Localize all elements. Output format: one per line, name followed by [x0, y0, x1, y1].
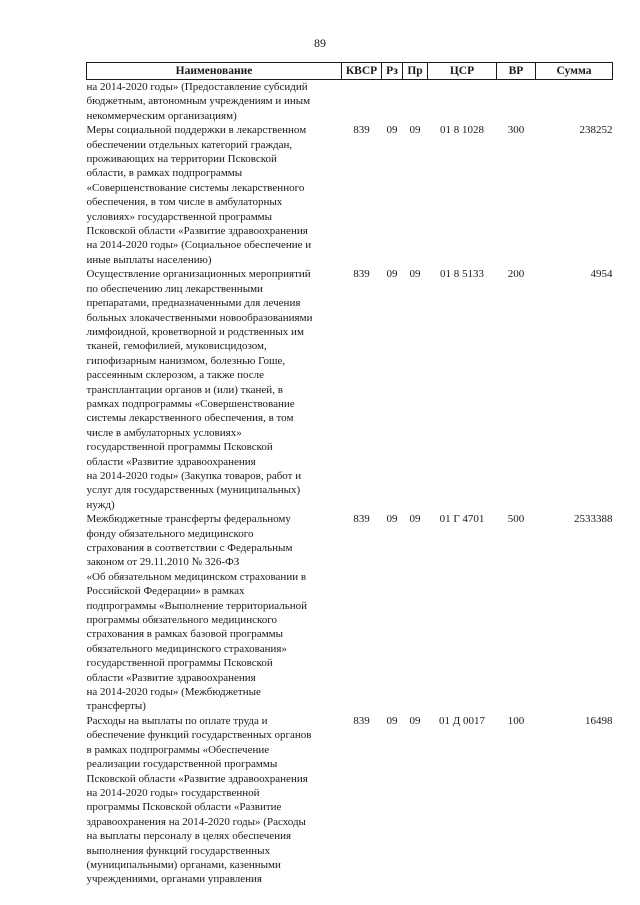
row-name: Расходы на выплаты по оплате труда и обеспечение функций государственных органов в рамках подпрограммы «Обеспечение реализации государственной программы Псковской области «Развитие здравоохранения на 2014-2020 годы» государственной программы Псковской области «Развитие здравоохранения на 2014-2020 годы» (Расходы на выплаты персоналу в целях обеспечения выполнения функций государственных (муниципальными) органами, казенными учреждениями, органами управления [86, 714, 312, 886]
row-csr: 01 8 1028 [440, 124, 484, 137]
row-csr: 01 8 5133 [440, 268, 484, 281]
row-csr [428, 80, 497, 124]
header-name: Наименование [87, 63, 342, 80]
row-rz: 09 [386, 513, 398, 526]
row-kvsr: 839 [353, 124, 370, 137]
row-vr [497, 80, 536, 124]
row-name: Осуществление организационных мероприятий по обеспечению лиц лекарственными препаратами, предназначенными для лечения больных злокачественными новообразованиями лимфоидной, кроветворной и родственных им тканей, гемофилией, муковисцидозом, гипофизарным нанизмом, болезнью Гоше, рассеянным склерозом, а также после трансплантации органов и (или) тканей, в рамках подпрограммы «Совершенствование системы лекарственного обеспечения, в том числе в амбулаторных условиях» государственной программы Псковской области «Развитие здравоохранения на 2014-2020 годы» (Закупка товаров, работ и услуг для государственных (муниципальных) нужд) [86, 268, 313, 511]
table-row [87, 714, 613, 887]
row-kvsr: 839 [353, 714, 370, 727]
header-sum: Сумма [536, 63, 613, 80]
row-vr: 200 [507, 268, 525, 281]
row-pr: 09 [409, 714, 421, 727]
row-sum: 2533388 [574, 513, 613, 526]
row-name: Межбюджетные трансферты федеральному фонду обязательного медицинского страхования в соответствии с Федеральным законом от 29.11.2010 № 326-ФЗ «Об обязательном медицинском страховании в Российской Федерации» в рамках подпрограммы «Выполнение территориальной программы обязательного медицинского страхования в рамках базовой программы обязательного медицинского страхования» государственной программы Псковской области «Развитие здравоохранения на 2014-2020 годы» (Межбюджетные трансферты) [86, 513, 308, 713]
row-rz: 09 [386, 714, 398, 727]
header-pr: Пр [403, 63, 428, 80]
row-pr [403, 80, 428, 124]
table-row [87, 80, 613, 124]
table-header-row [87, 63, 613, 80]
row-pr: 09 [409, 513, 421, 526]
row-name: на 2014-2020 годы» (Предоставление субсидий бюджетным, автономным учреждениям и иным некоммерческим организациям) [86, 81, 311, 122]
page-number: 89 [314, 36, 326, 50]
row-rz: 09 [386, 124, 398, 137]
budget-table [86, 62, 613, 887]
header-kvsr: КВСР [342, 63, 382, 80]
row-kvsr: 839 [353, 513, 370, 526]
row-pr: 09 [409, 124, 421, 137]
row-rz [382, 80, 403, 124]
row-kvsr [342, 80, 382, 124]
header-rz: Рз [382, 63, 403, 80]
row-rz: 09 [386, 268, 398, 281]
row-vr: 100 [507, 714, 525, 727]
header-csr: ЦСР [428, 63, 497, 80]
row-name: Меры социальной поддержки в лекарственном обеспечении отдельных категорий граждан, проживающих на территории Псковской области, в рамках подпрограммы «Совершенствование системы лекарственного обеспечения, в том числе в амбулаторных условиях» государственной программы Псковской области «Развитие здравоохранения на 2014-2020 годы» (Социальное обеспечение и иные выплаты населению) [86, 124, 312, 266]
row-sum: 4954 [590, 268, 613, 281]
row-csr: 01 Г 4701 [439, 513, 485, 526]
table-row [87, 267, 613, 512]
row-pr: 09 [409, 268, 421, 281]
table-row [87, 512, 613, 714]
row-vr: 500 [507, 513, 525, 526]
row-sum: 238252 [579, 124, 613, 137]
row-sum: 16498 [585, 714, 613, 727]
table-row [87, 123, 613, 267]
row-csr: 01 Д 0017 [438, 714, 485, 727]
header-vr: ВР [497, 63, 536, 80]
row-sum [536, 80, 613, 124]
row-vr: 300 [507, 124, 525, 137]
row-kvsr: 839 [353, 268, 370, 281]
